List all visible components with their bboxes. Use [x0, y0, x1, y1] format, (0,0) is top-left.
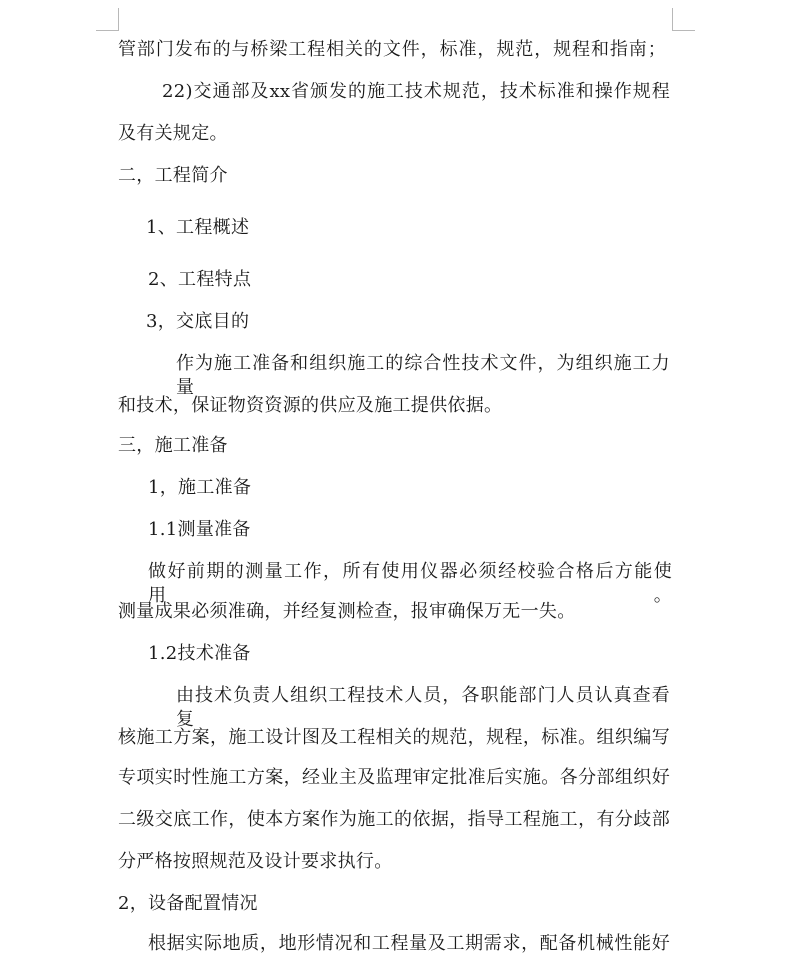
text-line: 根据实际地质，地形情况和工程量及工期需求，配备机械性能好: [148, 933, 670, 954]
text-line: 作为施工准备和组织施工的综合性技术文件，为组织施工力量: [176, 353, 670, 398]
subsection-heading: 1.2技术准备: [148, 643, 251, 664]
text-line: 及有关规定。: [118, 123, 228, 144]
text-line: 管部门发布的与桥梁工程相关的文件，标准，规范，规程和指南；: [118, 39, 666, 60]
text-line: 专项实时性施工方案，经业主及监理审定批准后实施。各分部组织好: [118, 767, 670, 788]
text-line: 测量成果必须准确，并经复测检查，报审确保万无一失。: [118, 601, 576, 622]
text-line: 核施工方案，施工设计图及工程相关的规范，规程，标准。组织编写: [118, 727, 670, 748]
text-line: 分严格按照规范及设计要求执行。: [118, 851, 393, 872]
subsection-heading: 1.1测量准备: [148, 519, 251, 540]
subsection-heading: 1、工程概述: [146, 217, 250, 238]
text-line: 由技术负责人组织工程技术人员，各职能部门人员认真查看复: [176, 685, 670, 730]
subsection-heading: 1，施工准备: [148, 477, 252, 498]
section-heading: 二，工程简介: [118, 165, 228, 186]
margin-corner-top-right: [672, 8, 695, 31]
text-line: 做好前期的测量工作，所有使用仪器必须经校验合格后方能使用。: [148, 561, 672, 606]
subsection-heading: 2、工程特点: [148, 269, 252, 290]
section-heading: 三，施工准备: [118, 435, 228, 456]
text-line: 二级交底工作，使本方案作为施工的依据，指导工程施工，有分歧部: [118, 809, 670, 830]
margin-corner-top-left: [96, 8, 119, 31]
text-line: 22)交通部及xx省颁发的施工技术规范，技术标准和操作规程: [162, 81, 670, 102]
text-line: 和技术，保证物资资源的供应及施工提供依据。: [118, 395, 503, 416]
subsection-heading: 3，交底目的: [146, 311, 250, 332]
subsection-heading: 2，设备配置情况: [118, 893, 258, 914]
